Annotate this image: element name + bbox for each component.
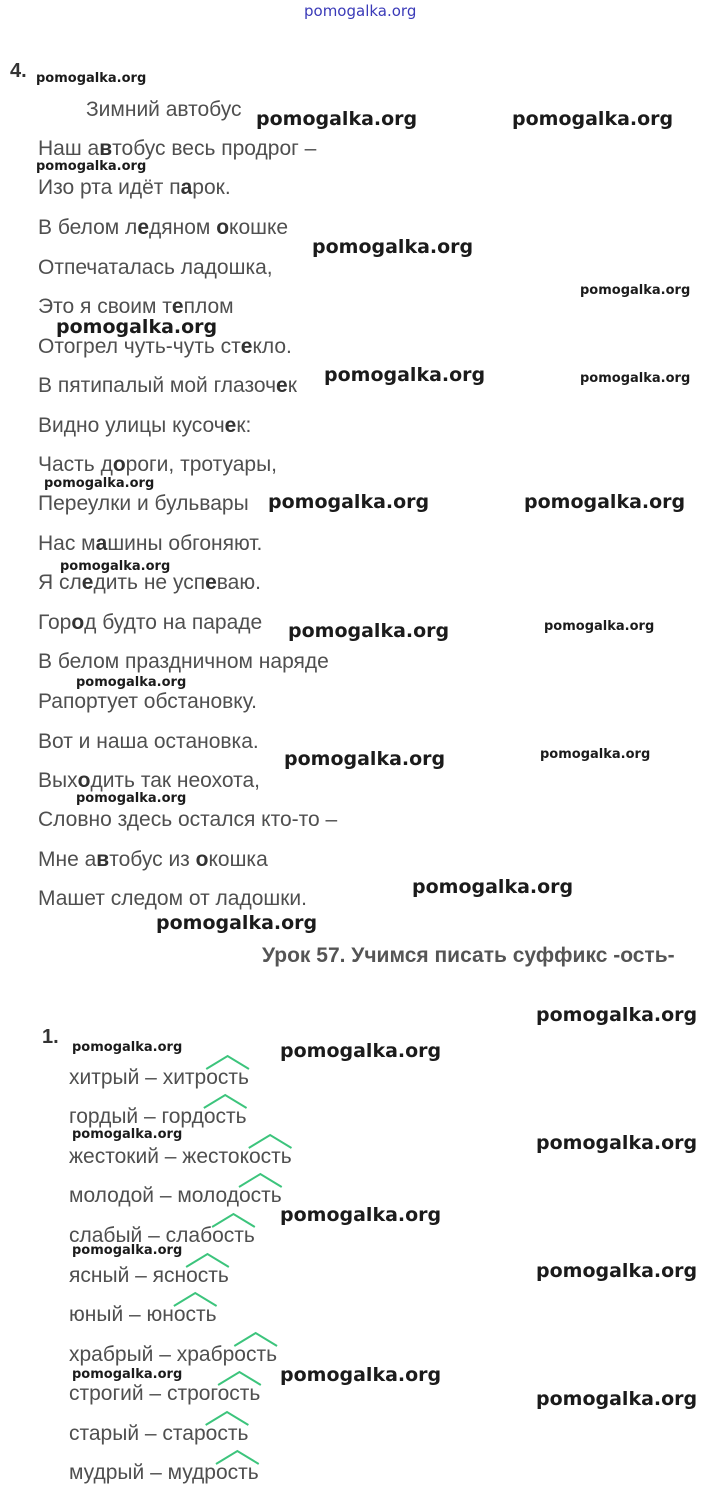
watermark: pomogalka.org: [536, 1260, 698, 1282]
highlighted-letter: а: [180, 176, 193, 199]
line-text: В белом л: [38, 216, 138, 239]
line-text: плом: [183, 295, 234, 318]
line-text: Вот и наша остановка.: [38, 730, 259, 753]
watermark: pomogalka.org: [60, 559, 171, 574]
task-number: 4.: [10, 60, 27, 82]
line-text: к: [287, 374, 297, 397]
watermark: pomogalka.org: [256, 108, 418, 130]
line-text: Изо рта идёт п: [38, 176, 181, 199]
watermark: pomogalka.org: [36, 159, 147, 174]
line-text: Рапортует обстановку.: [38, 690, 257, 713]
highlighted-letter: о: [71, 611, 85, 634]
line-text: Наш а: [38, 137, 100, 160]
suffix-arc: [216, 1451, 259, 1464]
watermark: pomogalka.org: [580, 283, 691, 298]
word-pair: юный – юность: [69, 1303, 217, 1326]
watermark: pomogalka.org: [536, 1004, 698, 1026]
line-text: Это я своим т: [38, 295, 172, 318]
highlighted-letter: о: [216, 216, 230, 239]
watermark: pomogalka.org: [72, 1243, 183, 1258]
highlighted-letter: е: [137, 216, 149, 239]
highlighted-letter: в: [99, 137, 113, 160]
highlighted-letter: о: [112, 453, 126, 476]
line-text: ваю.: [216, 571, 261, 594]
line-text: Машет следом от ладошки.: [38, 887, 308, 910]
highlighted-letter: в: [96, 848, 110, 871]
suffix-arc: [218, 1372, 261, 1385]
highlighted-letter: а: [95, 532, 108, 555]
suffix-arc: [234, 1333, 277, 1346]
line-text: Переулки и бульвары: [38, 492, 249, 515]
watermark: pomogalka.org: [544, 619, 655, 634]
watermark: pomogalka.org: [280, 1364, 442, 1386]
watermark: pomogalka.org: [72, 1040, 183, 1055]
watermark: pomogalka.org: [280, 1204, 442, 1226]
watermark: pomogalka.org: [580, 371, 691, 386]
suffix-arc: [204, 1095, 247, 1108]
watermark: pomogalka.org: [324, 364, 486, 386]
line-text: кошке: [229, 216, 289, 239]
line-text: шины обгоняют.: [107, 532, 263, 555]
header-watermark: pomogalka.org: [304, 2, 417, 20]
line-text: В белом праздничном наряде: [38, 650, 329, 673]
line-text: дить не усп: [93, 571, 206, 594]
word-pair: мудрый – мудрость: [69, 1461, 259, 1484]
word-pair: жестокий – жестокость: [69, 1145, 292, 1168]
word-pair: гордый – гордость: [69, 1105, 247, 1128]
highlighted-letter: е: [276, 374, 288, 397]
highlighted-letter: о: [77, 769, 91, 792]
watermark: pomogalka.org: [280, 1040, 442, 1062]
line-text: Я сл: [38, 571, 82, 594]
watermark: pomogalka.org: [76, 791, 187, 806]
highlighted-letter: е: [205, 571, 217, 594]
highlighted-letter: е: [171, 295, 184, 318]
line-text: дить так неохота,: [90, 769, 260, 792]
suffix-arc: [174, 1293, 217, 1306]
line-text: Часть д: [38, 453, 113, 476]
suffix-arc: [206, 1412, 249, 1425]
line-text: кошка: [208, 848, 268, 871]
line-text: Гор: [38, 611, 72, 634]
line-text: Мне а: [38, 848, 97, 871]
task-number: 1.: [42, 1026, 59, 1048]
watermark: pomogalka.org: [76, 675, 187, 690]
line-text: Словно здесь остался кто-то –: [38, 808, 338, 831]
watermark: pomogalka.org: [72, 1367, 183, 1382]
line-text: д будто на параде: [84, 611, 263, 634]
word-pair: ясный – ясность: [69, 1264, 229, 1287]
watermark: pomogalka.org: [36, 71, 147, 86]
line-text: В пятипалый мой глазоч: [38, 374, 277, 397]
line-text: Нас м: [38, 532, 96, 555]
word-pair: молодой – молодость: [69, 1184, 282, 1207]
watermark: pomogalka.org: [268, 491, 430, 513]
suffix-arc: [186, 1254, 229, 1267]
word-pair: строгий – строгость: [69, 1382, 261, 1405]
watermark: pomogalka.org: [540, 747, 651, 762]
suffix-arc: [239, 1174, 282, 1187]
word-pair: слабый – слабость: [69, 1224, 255, 1247]
line-text: к:: [236, 414, 252, 437]
line-text: Отогрел чуть-чуть ст: [38, 335, 241, 358]
line-text: кло.: [252, 335, 292, 358]
watermark: pomogalka.org: [156, 912, 318, 934]
watermark: pomogalka.org: [72, 1127, 183, 1142]
word-pair: храбрый – храбрость: [69, 1343, 278, 1366]
poem-title: Зимний автобус: [86, 98, 242, 121]
lesson-title: Урок 57. Учимся писать суффикс -ость-: [262, 944, 675, 967]
watermark: pomogalka.org: [536, 1388, 698, 1410]
highlighted-letter: е: [240, 335, 253, 358]
line-text: рок.: [192, 176, 231, 199]
line-text: тобус весь продрог –: [112, 137, 317, 160]
word-pair: хитрый – хитрость: [69, 1066, 249, 1089]
watermark: pomogalka.org: [412, 876, 574, 898]
suffix-arc: [206, 1056, 249, 1069]
suffix-arc: [249, 1135, 292, 1148]
watermark: pomogalka.org: [288, 620, 450, 642]
line-text: тобус из: [109, 848, 196, 871]
line-text: Видно улицы кусоч: [38, 414, 225, 437]
line-text: дяном: [149, 216, 217, 239]
line-text: Вых: [38, 769, 78, 792]
watermark: pomogalka.org: [512, 108, 674, 130]
watermark: pomogalka.org: [312, 236, 474, 258]
word-pair: старый – старость: [69, 1422, 249, 1445]
line-text: роги, тротуары,: [125, 453, 277, 476]
highlighted-letter: е: [81, 571, 94, 594]
watermark: pomogalka.org: [44, 476, 155, 491]
watermark: pomogalka.org: [284, 748, 446, 770]
watermark: pomogalka.org: [536, 1132, 698, 1154]
watermark: pomogalka.org: [56, 316, 218, 338]
suffix-arc: [212, 1214, 255, 1227]
highlighted-letter: о: [195, 848, 209, 871]
line-text: Отпечаталась ладошка,: [38, 256, 273, 279]
highlighted-letter: е: [224, 414, 237, 437]
watermark: pomogalka.org: [524, 491, 686, 513]
